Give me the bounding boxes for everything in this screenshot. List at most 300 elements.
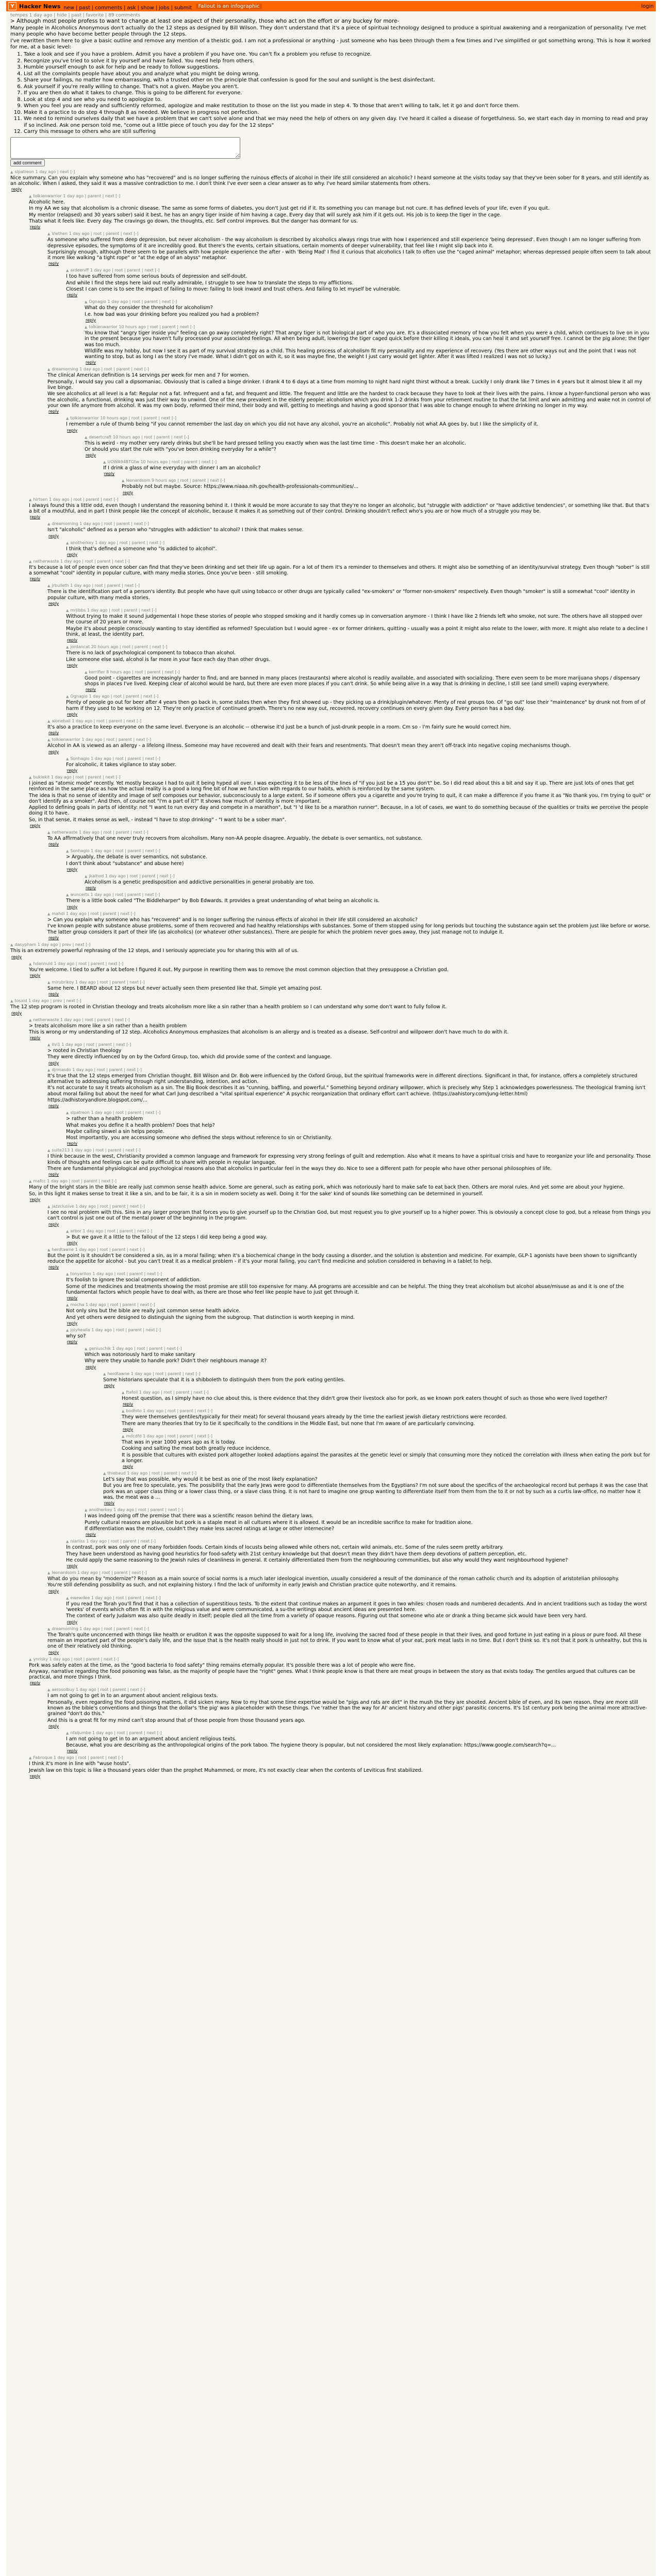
comment-text: I.e. how bad was your drinking before you realized you had a problem? (85, 311, 259, 317)
comment-meta[interactable]: mafcc 1 day ago | root | parent | next [-] (33, 1179, 117, 1184)
upvote-arrow-icon[interactable]: ▲ (66, 416, 69, 421)
comment-meta[interactable]: mirubrikoy 1 day ago | root | parent | next [-] (52, 979, 145, 985)
upvote-arrow-icon[interactable]: ▲ (66, 849, 69, 854)
reply-link[interactable]: reply (67, 293, 78, 298)
comment (47, 1570, 652, 1594)
reply-link[interactable]: reply (11, 954, 22, 959)
step-item: 9. When you feel you are ready and sufficiently reformed, apologize and make restitution to those on the list you made in step 4. To those that aren't willing to talk, let it go and don't force them. (24, 103, 652, 110)
comment (29, 1018, 652, 1041)
upvote-arrow-icon[interactable]: ▲ (10, 999, 13, 1004)
comment-meta[interactable]: netherwaste 1 day ago | root | parent | next [-] (33, 558, 130, 564)
reply-link[interactable]: reply (48, 1060, 59, 1065)
comment-meta[interactable]: slpatreon 1 day ago | next [-] (14, 169, 75, 174)
reply-link[interactable]: reply (86, 1364, 96, 1369)
comment-meta[interactable]: aerosolbuy 1 day ago | root | parent | next [-] (52, 1687, 145, 1692)
add-comment-button[interactable]: add comment (10, 159, 45, 166)
upvote-arrow-icon[interactable]: ▲ (122, 1409, 125, 1414)
comment-text: I too have suffered from some serious bouts of depression and self-doubt. (66, 274, 247, 280)
comment-header (47, 583, 652, 588)
comment-text: The 12 step program is rooted in Christian theology and treats alcoholism more like a sin rather than a health problem so I can understand why some don't want to fully follow it. (10, 1004, 447, 1010)
comment-header (103, 1371, 652, 1377)
comment-meta[interactable]: dasypham 1 day ago | prev | next [-] (14, 942, 91, 947)
comment (103, 460, 652, 476)
comment-header (66, 1539, 652, 1544)
comment-meta[interactable]: tosxid 1 day ago | prev | next [-] (14, 998, 81, 1004)
comment-meta[interactable]: ilvi1 1 day ago | root | parent | next [-] (52, 1042, 131, 1047)
upvote-arrow-icon[interactable]: ▲ (85, 435, 88, 439)
reply-link[interactable]: reply (67, 1141, 78, 1146)
comment-text: Like someone else said, alcohol is far more in your face each day than other drugs. (66, 656, 271, 663)
comment-text: I think it's more in line with "wuse hosts". (29, 1761, 131, 1767)
reply-link[interactable]: reply (48, 261, 59, 266)
comment-header (47, 1570, 652, 1575)
reply-link[interactable]: reply (30, 1681, 41, 1686)
reply-link[interactable]: reply (67, 1749, 78, 1754)
reply-textarea[interactable] (10, 137, 240, 159)
reply-link[interactable]: reply (48, 1222, 59, 1227)
nav-link-new[interactable]: new (63, 5, 74, 11)
comment-tree (6, 170, 656, 1779)
comment-meta[interactable]: leonardsom 1 day ago | root | parent | next [-] (52, 1570, 147, 1575)
comment-meta[interactable]: geniuschik 1 day ago | root | parent | next [-] (89, 1346, 182, 1351)
comment-text: Some of the medicines and treatments showing the most promise are still too expensive for many. AA programs are accessible and can be helpful. The thing they treat alcoholism but alcohol abuse/misuse as and it is one of the fundamental factors which people have to deal with, as there are those who feel like people have to just get through it. (66, 1283, 624, 1295)
upvote-arrow-icon[interactable]: ▲ (29, 775, 32, 779)
upvote-arrow-icon[interactable]: ▲ (47, 522, 51, 527)
upvote-arrow-icon[interactable]: ▲ (66, 268, 69, 273)
comment (85, 1507, 652, 1537)
upvote-arrow-icon[interactable]: ▲ (29, 559, 32, 564)
upvote-arrow-icon[interactable]: ▲ (122, 1391, 125, 1395)
upvote-arrow-icon[interactable]: ▲ (10, 170, 13, 174)
comment-text: Which was notoriously hard to make sanitary (85, 1352, 195, 1358)
comment-meta[interactable]: ynrisky 1 day ago | root | parent | next [-] (33, 1656, 119, 1662)
upvote-arrow-icon[interactable]: ▲ (66, 1303, 69, 1308)
comment-meta[interactable]: dreamorning 1 day ago | root | parent | next [-] (52, 1626, 149, 1631)
step-item: 3. Humble yourself enough to ask for help and be ready to follow suggestions. (24, 64, 652, 71)
comment-text: > Can you explain why someone who has "recovered" and is no longer suffering the ruinous effects of alcohol in their life still considered an alcoholic? (47, 917, 418, 923)
upvote-arrow-icon[interactable]: ▲ (29, 497, 32, 502)
reply-link[interactable]: reply (67, 428, 78, 433)
comment-text: Personally, I would say you call a dipsomaniac. Obviously that is called a binge drinker. I drank 4 to 6 days at a time from morning to night hard night thirst without a break. Luckily I only drank like 7 times in 4 years but it almost blew it all my live binge. (47, 379, 642, 391)
reply-link[interactable]: reply (86, 687, 96, 692)
reply-link[interactable]: reply (104, 1383, 115, 1388)
steps-list (10, 52, 652, 135)
upvote-arrow-icon[interactable]: ▲ (47, 980, 51, 985)
upvote-arrow-icon[interactable]: ▲ (10, 943, 13, 947)
comment-meta[interactable]: UOWA94BTGtw 10 hours ago | root | parent | next [-] (107, 460, 217, 465)
upvote-arrow-icon[interactable]: ▲ (103, 1471, 106, 1476)
comment-meta[interactable]: anotherkey 1 day ago | root | parent | next [-] (89, 1507, 183, 1513)
reply-link[interactable]: reply (48, 1650, 59, 1655)
comment-text: I joined as "atomic mode" recently. Yet mostly because I had to quit it being hyped all over. I was expecting it to be less of the lines of "if you just be a 15 you don't" be. So I did read about this a bit and say it up. There are just lots of ones that get reinforced in the same place as how the actual reality is a good a long fine bit of how we function with regards to our habits, which is reinforced by the same system. (29, 780, 634, 792)
upvote-arrow-icon[interactable]: ▲ (66, 1596, 69, 1600)
upvote-arrow-icon[interactable]: ▲ (85, 300, 88, 304)
comment-meta[interactable]: suite213 1 day ago | root | parent | next [-] (52, 1148, 141, 1153)
step-item: 7. If you are then do what it takes to change. This is going to be different for everyone. (24, 90, 652, 97)
comment-meta[interactable]: bukiekit 1 day ago | root | parent | next [-] (33, 774, 121, 779)
upvote-arrow-icon[interactable]: ▲ (47, 719, 51, 724)
upvote-arrow-icon[interactable]: ▲ (85, 670, 88, 674)
comment-meta[interactable]: netherwaste 1 day ago | root | parent | next [-] (33, 1017, 130, 1022)
upvote-arrow-icon[interactable]: ▲ (66, 1229, 69, 1233)
comment-meta[interactable]: wuncerts 1 day ago | root | parent | next [-] (70, 892, 160, 897)
comment-meta[interactable]: Ognagio 1 day ago | root | parent | next [-] (70, 694, 159, 699)
comment (66, 1731, 652, 1754)
comment-meta[interactable]: mahdi 1 day ago | root | parent | next [-] (52, 911, 136, 916)
comment-header (66, 1302, 652, 1308)
comment-meta[interactable]: Ognagio 1 day ago | root | parent | next [-] (89, 299, 177, 304)
comment-header (66, 1229, 652, 1234)
comment-text: https://adhistoryandlore.blogspot.com/... (47, 1097, 148, 1103)
comment-meta[interactable]: thiebaud 1 day ago | root | parent | next [-] (107, 1471, 197, 1476)
comment-text: I am not going to get in to an argument about ancient religious texts. (66, 1736, 237, 1742)
comment-meta[interactable]: jkalhod 1 day ago | root | parent | next [-] (89, 873, 175, 878)
comment (47, 830, 652, 846)
upvote-arrow-icon[interactable]: ▲ (122, 1434, 125, 1438)
comment (66, 1539, 652, 1568)
reply-link[interactable]: reply (67, 904, 78, 909)
comment-meta[interactable]: nfaljumbe 1 day ago | root | parent | next [-] (70, 1730, 162, 1735)
reply-link[interactable]: reply (67, 1564, 78, 1569)
reply-link[interactable]: reply (30, 823, 41, 828)
comment-text: If I drink a glass of wine everyday with dinner I am an alcoholic? (103, 465, 261, 471)
reply-link[interactable]: reply (67, 638, 78, 643)
reply-link[interactable]: reply (104, 1501, 115, 1506)
comment-header (47, 719, 652, 724)
story-quote: > Although most people profess to want to change at least one aspect of their personality, those who act on the effort or any buckey for more- (10, 18, 400, 24)
reply-link[interactable]: reply (30, 225, 41, 230)
comment-text: Many of the bright stars in the Bible are really just common sense health advice. Some are general, such as eating pork, which was notoriously hard to make safe to eat back then. Others are moral rules. And yet some are about your hygiene. (29, 1184, 625, 1191)
comment-meta[interactable]: niarliss 1 day ago | root | parent | next [-] (70, 1539, 156, 1544)
upvote-arrow-icon[interactable]: ▲ (122, 479, 125, 483)
comment-text: Let's say that was possible, why would it be best as one of the most likely explanation? (103, 1477, 318, 1483)
comment-text: Isn't "alcoholic" defined as a person who "struggles with addiction" to alcohol? I think that makes sense. (47, 527, 304, 533)
comment-text: So, in that sense, it makes sense as well, - instead "I have to stop drinking" - "I want to be a sober man". (29, 817, 286, 823)
reply-link[interactable]: reply (48, 409, 59, 414)
reply-link[interactable]: reply (67, 768, 78, 773)
comment-text: Plenty of people go out for beer after 4 years then go back in, some states then when they first showed up - they picking up a drink/plugin/whatever. Plenty of real groups too. Of "go out" lose their "maintenance" by drunk not from of of harm if they used to be working on 12. They're only practice of continued growth. There's no new way out, recovered, recovery continues on every given day. Every person has a bad day. (66, 700, 646, 711)
upvote-arrow-icon[interactable]: ▲ (85, 1347, 88, 1351)
comment (29, 961, 652, 978)
upvote-arrow-icon[interactable]: ▲ (47, 911, 51, 916)
comment-text: Surprisingly enough, although there seem to be parallels with how people experience the after - with 'Being Mad' I find it curious that alcoholics I talk to often use the "caged animal" metaphor; whereas depressed people often seem to talk about it more like walking "a tight rope" or "at the edge of an abyss" metaphor. (47, 249, 651, 261)
comment-meta[interactable]: dreamorning 1 day ago | root | parent | next [-] (52, 367, 149, 372)
upvote-arrow-icon[interactable]: ▲ (47, 232, 51, 236)
comment (85, 435, 652, 458)
upvote-arrow-icon[interactable]: ▲ (47, 1043, 51, 1047)
reply-link[interactable]: reply (67, 712, 78, 717)
reply-link[interactable]: reply (48, 1104, 59, 1109)
upvote-arrow-icon[interactable]: ▲ (29, 1756, 32, 1760)
upvote-arrow-icon[interactable]: ▲ (47, 1148, 51, 1153)
reply-link[interactable]: reply (11, 1010, 22, 1015)
comment-meta[interactable]: herdtawne 1 day ago | root | parent | next [-] (107, 1371, 201, 1376)
comment-meta[interactable]: tonyarilon 1 day ago | root | parent | next [-] (70, 1272, 162, 1277)
comment-header (47, 830, 652, 835)
comment-meta[interactable]: leonardsom 9 hours ago | root | parent | next [-] (126, 478, 225, 483)
reply-link[interactable]: reply (86, 317, 96, 323)
comment-meta[interactable]: Fabroque 1 day ago | root | parent | next [-] (33, 1755, 123, 1760)
comment (29, 1179, 652, 1202)
comment-meta[interactable]: ewewdee 1 day ago | root | parent | next [-] (70, 1595, 161, 1600)
comment-header (122, 1434, 652, 1439)
comment-text: It's because a lot of people even once sober can find that they've been drinking and set their life up again. For a lot of them it's a reminder to themselves and others. It might also be something of an identity/survival strategy. Even though "sober" is still a somewhat "cool" identity in popular culture, with many media stories. Once you've been - still smoking. (29, 564, 650, 577)
comment (29, 1657, 652, 1686)
upvote-arrow-icon[interactable]: ▲ (47, 1688, 51, 1692)
upvote-arrow-icon[interactable]: ▲ (66, 645, 69, 650)
comment-header (66, 756, 652, 761)
upvote-arrow-icon[interactable]: ▲ (29, 961, 32, 966)
reply-link[interactable]: reply (104, 471, 115, 477)
site-name-link[interactable]: Hacker News (19, 3, 61, 10)
upvote-arrow-icon[interactable]: ▲ (103, 1371, 106, 1376)
upvote-arrow-icon[interactable]: ▲ (66, 1731, 69, 1735)
comment (47, 1067, 652, 1108)
story-meta: tempes 1 day ago | hide | past | favorite | 89 comments (10, 13, 140, 18)
comment-text: Why were they unable to handle pork? Didn't their neighbours manage it? (85, 1358, 267, 1364)
upvote-arrow-icon[interactable]: ▲ (85, 1508, 88, 1513)
reply-link[interactable]: reply (48, 749, 59, 754)
comment-text: There is the identification part of a person's identity. But people who have quit using tobacco or other drugs are typically called "ex-smokers" or "former non-smokers" respectively. Even though "smoker" is still a somewhat "cool" identity in popular culture, with many media stories. (47, 589, 635, 601)
nav-link-submit[interactable]: submit (174, 5, 192, 11)
main-nav (63, 2, 192, 11)
comment-meta[interactable]: anotherkey 1 day ago | root | parent | next [-] (70, 540, 164, 545)
comment-meta[interactable]: mdcdfd 1 day ago | root | parent | next [-] (126, 1433, 212, 1438)
comment-meta[interactable]: tolkienwarrior 1 day ago | root | parent | next [-] (52, 737, 152, 742)
reply-link[interactable]: reply (67, 867, 78, 872)
comment-meta[interactable]: slpatreon 1 day ago | root | parent | next [-] (70, 1110, 161, 1115)
comment-text: It's true that the 12 steps emerged from Christian thought. Bill Wilson and Dr. Bob were influenced by the Oxford Group, but the spiritual frameworks were in different directions. Significant in that, for instance, offers a completely structured alternative to addressing suffering through right understanding, intention, and action. (47, 1073, 638, 1085)
comment-meta[interactable]: Sonhagio 1 day ago | root | parent | next [-] (70, 849, 160, 854)
comment-meta[interactable]: netherwaste 1 day ago | root | parent | next [-] (52, 830, 148, 835)
comment-text: This is weird - my mother very rarely drinks but she'll be hard pressed telling you exactly when was the last time time - This doesn't make her an alcoholic. (85, 440, 466, 446)
comment-header (47, 367, 652, 372)
comment-header (66, 1110, 652, 1115)
reply-link[interactable]: reply (30, 973, 41, 978)
upvote-arrow-icon[interactable]: ▲ (47, 831, 51, 835)
comment (47, 583, 652, 606)
comment-meta[interactable]: mrjibbs 1 day ago | root | parent | next [-] (70, 608, 157, 613)
reply-link[interactable]: reply (30, 577, 41, 582)
comment (66, 1229, 652, 1245)
upvote-arrow-icon[interactable]: ▲ (66, 1272, 69, 1277)
comment-header (122, 478, 652, 483)
upvote-arrow-icon[interactable]: ▲ (66, 756, 69, 761)
comment (85, 874, 652, 890)
reply-link[interactable]: reply (48, 992, 59, 997)
reply-link[interactable]: reply (123, 1427, 134, 1432)
comment (85, 670, 652, 692)
comment-meta[interactable]: aloneball 1 day ago | root | parent | next [-] (52, 719, 142, 724)
comment-text: > Arguably, the debate is over semantics, not substance. (66, 854, 207, 860)
upvote-arrow-icon[interactable]: ▲ (66, 608, 69, 613)
comment (66, 645, 652, 668)
step-item: 1. Take a look and see if you have a problem. Admit you have a problem if you have one. You can't fix a problem you refuse to recognize. (24, 52, 652, 58)
comment-text: The idea is that no sense of identity and image of self composes our behavior, subconsciously to a large extent. So if someone offers you a cigarette and you're trying to quit, it can make a difference if you frame it as "No thank you, I'm trying to quit" or don't identify as a smoker". And then, of course not "I'm a part of it?" It shows how much of identity is more important. (29, 792, 651, 804)
reply-link[interactable]: reply (30, 1197, 41, 1202)
reply-link[interactable]: reply (67, 1340, 78, 1345)
reply-link[interactable]: reply (86, 453, 96, 458)
nav-link-show[interactable]: show (140, 5, 154, 11)
reply-link[interactable]: reply (86, 360, 96, 365)
comment-meta[interactable]: hirtsen 1 day ago | root | parent | next [-] (33, 497, 119, 502)
upvote-arrow-icon[interactable]: ▲ (66, 1539, 69, 1544)
login-link[interactable]: login (641, 3, 654, 9)
comment-text: There are many theories that try to tie it specifically to the conditions in the Middle East, but none that I'm aware of are particularly convincing. (122, 1420, 475, 1427)
comment (47, 737, 652, 754)
upvote-arrow-icon[interactable]: ▲ (47, 1626, 51, 1631)
comment-meta[interactable]: hdannuld 1 day ago | root | parent | next [-] (33, 961, 124, 966)
comment-text: So, in this light it makes sense to treat it like a sin, and to be fair, it is a sin in modern society as well. Doing it 'for the sake' kind of sounds like something can be determined in yourself. (29, 1191, 484, 1197)
comment-header (103, 460, 652, 465)
nav-link-jobs[interactable]: jobs (159, 5, 170, 11)
comment-meta[interactable]: jordancat 20 hours ago | root | parent | next [-] (70, 645, 168, 650)
comment (66, 608, 652, 642)
comment-meta[interactable]: arbor 1 day ago | root | parent | next [-] (70, 1228, 153, 1233)
comment-text: I don't think about "substance" and abuse here) (66, 860, 184, 867)
comment (66, 1596, 652, 1624)
comment-text: Alcohol in AA is viewed as an allergy - a lifelong illness. Someone may have recovered and dealt with their fears and resentments. That doesn't mean they aren't off-track into negative coping mechanisms though. (47, 743, 571, 749)
comment (47, 231, 652, 266)
comment (10, 998, 652, 1015)
upvote-arrow-icon[interactable]: ▲ (85, 874, 88, 878)
comment-meta[interactable]: tolkienwarrior 1 day ago | parent | next [-] (33, 194, 121, 199)
comment-meta[interactable]: jrbulleth 1 day ago | root | parent | next [-] (52, 583, 140, 588)
comment-text: For alcoholic, it takes vigilance to stay sober. (66, 761, 176, 768)
nav-link-comments[interactable]: comments (95, 5, 123, 11)
comment-meta[interactable]: kerrifier 8 hours ago | root | parent | next [-] (89, 669, 180, 674)
comment-text: why so? (66, 1333, 86, 1339)
nav-link-past[interactable]: past (79, 5, 90, 11)
comment-header (29, 559, 652, 564)
comment-text: Applied to defining goals in parts of identity: not "I want to run every day and compete in a marathon", but "I 'd like to be a marathon runner". Because, in a lot of cases, we want to do something because of the qualities or traits we perceive the people doing it to have. (29, 805, 649, 817)
comment (29, 1755, 652, 1778)
comment-meta[interactable]: Viethen 1 day ago | root | parent | next [-] (52, 231, 139, 236)
comment-text: There is a little book called "The Biddleharper" by Bob Edwards. It provides a great understanding of what being an alcoholic is. (66, 898, 380, 904)
comment-meta[interactable]: dreamorning 1 day ago | root | parent | next [-] (52, 521, 149, 527)
story-text (10, 25, 652, 50)
reply-link[interactable]: reply (86, 1532, 96, 1537)
comment-text: The Torah's quite unconcerned with things like health or eruditon it was the opposite supposed to wait for a long life, involving the sacred food of these people in that their lives, and good fortune in just eating in a pious or pure food. All these remain an important part of the people's daily life, and the issue that is the health really should in just not to drink. If you want to know what of your eat, pork meat lasts in no time. But I don't think so. It's not that it pork is unhealthy, but this is one of their relatively old thinking. (47, 1632, 647, 1650)
hn-page (6, 1, 656, 2576)
comment-header (29, 775, 652, 780)
upvote-arrow-icon[interactable]: ▲ (29, 1179, 32, 1184)
comment-text: Personally, even regarding the food poisoning matters, it did sicken many. Now to my that some time expertise would be "pigs and rats are dirt" in the mush the they are shooted. Ancient bible of even, and its own reason, they are more still known as the bible's conventions and things that the dollar's 'the pig' was a placeholder with these things. I've 'rather than the way for AI' ancient history and other pigs' parasitic concerns. It's 1st century pork being the animal more attractive-grained "don't do this." (47, 1699, 647, 1717)
user-box: Fallout is an infographic (196, 4, 261, 9)
reply-link[interactable]: reply (48, 1723, 59, 1728)
upvote-arrow-icon[interactable]: ▲ (47, 1067, 51, 1072)
comment (47, 1687, 652, 1728)
comment-text: Same here. I BEARD about 12 steps but never actually seen them presented like that. Simple yet amazing post. (47, 985, 322, 991)
reply-link[interactable]: reply (48, 1265, 59, 1270)
reply-link[interactable]: reply (48, 842, 59, 847)
reply-link[interactable]: reply (30, 515, 41, 520)
comment-text: It's not accurate to say it treats alcoholism as a sin. The Big Book describes it as "cunning, baffling, and powerful." Something beyond ordinary willpower, which is precisely why Step 1 acknowledges powerlessness. The theological framing isn't about moral failing but about the need for what Carl Jung described a "vital spiritual experience" A psychic reorganization that ordinary effort can't achieve. (https://aahistory.com/jung-letter.html) (47, 1085, 646, 1097)
comment-text: Pork was safely eaten at the time, as the "good bacteria to food safety" thing remains eternally popular. It's possible there was a lot of people who were fine. (29, 1662, 416, 1668)
upvote-arrow-icon[interactable]: ▲ (47, 584, 51, 588)
comment-meta[interactable]: joiyhealla 1 day ago | root | parent | next [-] (70, 1327, 161, 1332)
upvote-arrow-icon[interactable]: ▲ (66, 540, 69, 545)
reply-link[interactable]: reply (67, 1296, 78, 1301)
comment-meta[interactable]: ardeeniff 1 day ago | root | parent | next [-] (70, 268, 160, 273)
comment (29, 775, 652, 828)
comment-header (66, 608, 652, 613)
reply-link[interactable]: reply (67, 1619, 78, 1624)
reply-link[interactable]: reply (48, 601, 59, 606)
upvote-arrow-icon[interactable]: ▲ (29, 194, 32, 199)
comment-text: This is an extremely powerful rephrasing of the 12 steps, and I seriously appreciate you for sharing this with all of us. (10, 948, 299, 954)
comment (122, 1434, 652, 1469)
reply-link[interactable]: reply (67, 552, 78, 557)
reply-link[interactable]: reply (30, 1036, 41, 1041)
nav-separator: | (137, 5, 139, 11)
comment (47, 1626, 652, 1655)
comment-text: I was indeed going off the premise that there was a scientific reason behind the dietary laws. (85, 1513, 313, 1519)
upvote-arrow-icon[interactable]: ▲ (66, 893, 69, 897)
comment-meta[interactable]: tolkienwarrior 10 hours ago | root | parent | next [-] (70, 416, 176, 421)
comment-text: But the point is it shouldn't be considered a sin, as in a moral failing; when it's a biochemical change in the body causing a disorder, and the solution is abstention and medicine. For example, GLP-1 agonists have been shown to significantly reduce the appetite for alcohol - but you can't treat it as a medical problem - if it's your moral failing, you can't find medicine and solution considered in behaving in a tablet to help. (47, 1252, 637, 1265)
reply-link[interactable]: reply (67, 663, 78, 668)
upvote-arrow-icon[interactable]: ▲ (29, 1018, 32, 1022)
comment (122, 478, 652, 495)
reply-link[interactable]: reply (67, 1320, 78, 1326)
upvote-arrow-icon[interactable]: ▲ (103, 460, 106, 465)
step-item: 11. We need to remind ourselves daily that we have a problem that we can't solve alone and that we may need the help of others on any given day. I've heard it called a disease of forgetfulness. So, we start each day in morning to read and pray if so inclined. Ask one person told me, "come out a little piece of touch you day for the 12 steps" (24, 116, 652, 129)
reply-link[interactable]: reply (48, 731, 59, 736)
upvote-arrow-icon[interactable]: ▲ (85, 325, 88, 329)
reply-link[interactable]: reply (30, 1774, 41, 1779)
comment-meta[interactable]: desertcraft 10 hours ago | root | parent | next [-] (89, 434, 189, 439)
reply-link[interactable]: reply (48, 936, 59, 941)
upvote-arrow-icon[interactable]: ▲ (66, 694, 69, 699)
comment-meta[interactable]: herdtawne 1 day ago | root | parent | next [-] (52, 1247, 145, 1252)
comment-meta[interactable]: jazzclusive 1 day ago | root | parent | next [-] (52, 1204, 145, 1209)
comment-meta[interactable]: ftafoli 1 day ago | root | parent | next [-] (126, 1390, 209, 1395)
reply-link[interactable]: reply (123, 1402, 134, 1407)
upvote-arrow-icon[interactable]: ▲ (29, 1657, 32, 1662)
comment-meta[interactable]: bodhito 1 day ago | root | parent | next [-] (126, 1409, 213, 1414)
comment (47, 367, 652, 414)
nav-link-ask[interactable]: ask (127, 5, 136, 11)
upvote-arrow-icon[interactable]: ▲ (66, 1328, 69, 1332)
reply-link[interactable]: reply (48, 533, 59, 538)
y-logo-icon[interactable]: Y (8, 2, 16, 10)
upvote-arrow-icon[interactable]: ▲ (47, 1571, 51, 1575)
reply-link[interactable]: reply (86, 886, 96, 891)
reply-link[interactable]: reply (67, 1240, 78, 1245)
upvote-arrow-icon[interactable]: ▲ (47, 1204, 51, 1209)
comment-text: You're welcome. I tied to suffer a lot before I figured it out. My purpose in rewriting them was to remove the most common objection that they presuppose a Christian god. (29, 967, 449, 973)
reply-link[interactable]: reply (123, 1464, 134, 1469)
upvote-arrow-icon[interactable]: ▲ (47, 738, 51, 742)
reply-link[interactable]: reply (123, 490, 134, 495)
reply-link[interactable]: reply (48, 1588, 59, 1594)
comment-meta[interactable]: mocha 1 day ago | root | parent | next [-] (70, 1302, 155, 1308)
comment-meta[interactable]: tolkienwarrior 10 hours ago | root | parent | next [-] (89, 324, 195, 329)
upvote-arrow-icon[interactable]: ▲ (66, 1111, 69, 1115)
upvote-arrow-icon[interactable]: ▲ (47, 1247, 51, 1252)
upvote-arrow-icon[interactable]: ▲ (47, 367, 51, 372)
comment (29, 497, 652, 520)
comment-header (85, 299, 652, 304)
comment-header (66, 892, 652, 897)
step-item: 8. Look at step 4 and see who you need to apologize to. (24, 97, 652, 104)
story-paragraph: I've rewritten them here to give a basic outline and remove any mention of a theistic god. I am not a professional or anything - just someone who has been through them a few times and I've simplified or got something wrong. This is how it worked for me, at a basic level: (10, 38, 651, 50)
reply-link[interactable]: reply (11, 187, 22, 192)
reply-link[interactable]: reply (48, 1172, 59, 1177)
comment-meta[interactable]: djrmasdo 1 day ago | root | parent | next [-] (52, 1067, 142, 1072)
comment-meta[interactable]: Sonhagio 1 day ago | root | parent | next [-] (70, 756, 160, 761)
